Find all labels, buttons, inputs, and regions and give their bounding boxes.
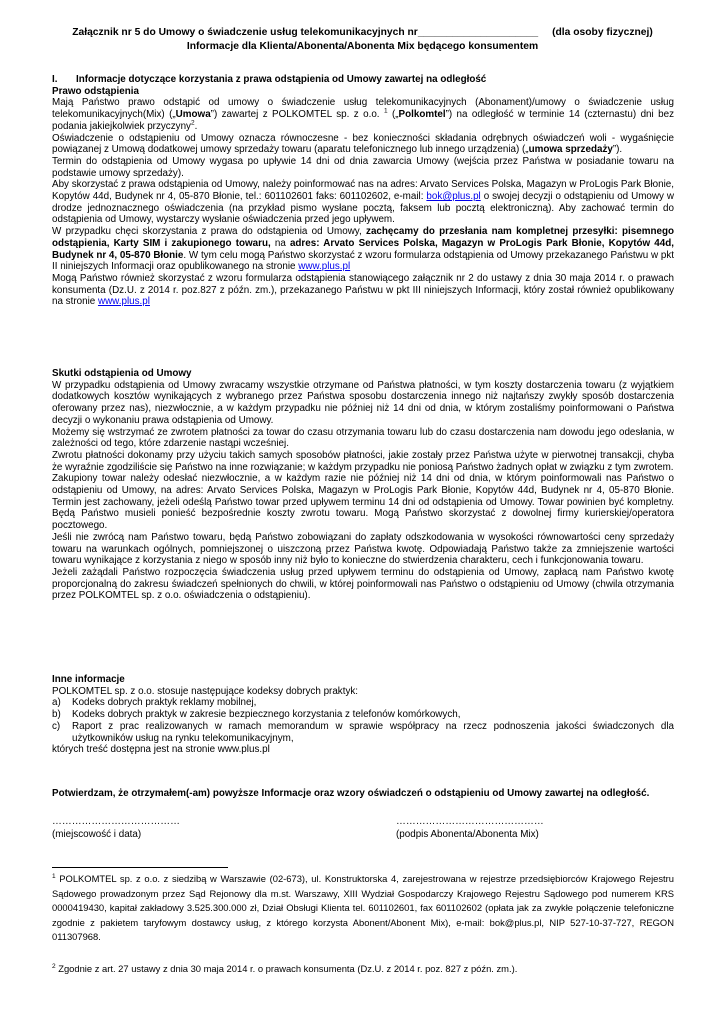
section-1-heading [52,74,674,86]
section-1-title: Informacje dotyczące korzystania z prawa odstąpienia od Umowy zawartej na odległość [76,74,487,85]
section-1-number: I. [52,74,58,85]
footnote-ref-1[interactable]: 1 [383,107,388,115]
subscriber-signature-label: (podpis Abonenta/Abonenta Mix) [396,829,539,840]
effects-paragraph-5: Jeśli nie zwrócą nam Państwo towaru, będą Państwo zobowiązani do zapłaty odszkodowania w wysokości równowartości ceny sprzedaży towaru na warunkach ogólnych, pomniejszonej o uiszczoną przez Państwa kwotę. Odpowiadają Państwo także za zmniejszenie wartości towaru wynikające z korzystania z niego w sposób inny niż było to konieczne do stwierdzenia charakteru, cech i funkcjonowania towaru. [52,531,674,567]
paragraph-shipment: W przypadku chęci skorzystania z prawa do odstąpienia od Umowy, zachęcamy do przesłania nam kompletnej przesyłki: pisemnego odstąpienia, Karty SIM i zakupionego towaru, na adres: Arvato Services Polska, Magazyn w ProLogis Park Błonie, Kopytów 44d, Budynek nr 4, 05-870 Błonie. W tym celu mogą Państwo skorzystać z wzoru formularza odstąpienia od Umowy przekazanego Państwu w pkt II niniejszych Informacji oraz opublikowanego na stronie www.plus.pl [52,226,675,273]
plus-website-link-2[interactable]: www.plus.pl [97,296,150,308]
prawo-odstapienia-heading: Prawo odstąpienia [52,85,139,97]
effects-paragraph-1: W przypadku odstąpienia od Umowy zwracamy wszystkie otrzymane od Państwa płatności, w tym koszty dostarczenia towaru (z wyjątkiem dodatkowych kosztów wynikających z wybranego przez Państwa sposobu dostarczenia innego niż najtańszy zwykły sposób dostarczenia oferowany przez nas), niezwłocznie, a w każdym przypadku nie później niż 14 dni od dnia, w którym zostaliśmy poinformowani o Państwa decyzji o wykonaniu prawa odstąpienia od Umowy. [52,379,674,426]
list-item: a) Kodeks dobrych praktyk reklamy mobilnej, [52,697,257,709]
place-date-label: (miejscowość i data) [52,829,142,840]
effects-heading: Skutki odstąpienia od Umowy [52,368,192,379]
footnote-divider [52,867,228,868]
footnote-2: $^2$ Zgodnie z art. 27 ustawy z dnia 30 maja 2014 r. o prawach konsumenta (Dz.U. z 2014 r. poz. 827 z późn. zm.). [52,962,518,974]
paragraph-deadline: Termin do odstąpienia od Umowy wygasa po upływie 14 dni od dnia zawarcia Umowy (wejścia przez Państwa w posiadanie towaru na podstawie umowy sprzedaży). [52,155,674,179]
place-date-signature-line[interactable]: ………………………………… [52,816,180,827]
paragraph-statutory-form: Mogą Państwo również skorzystać z wzoru formularza odstąpienia stanowiącego załącznik nr 2 do ustawy z dnia 30 maja 2014 r. o prawach konsumenta (Dz.U. z 2014 r. poz.827 z późn. zm.), przekazanego Państwu w pkt III niniejszych Informacji, który został również opublikowany na stronie www.plus.pl [52,272,674,308]
paragraph-sales-agreement: Oświadczenie o odstąpieniu od Umowy oznacza równoczesne - bez konieczności składania odrębnych oświadczeń woli - wygaśnięcie powiązanej z Umową dodatkowej umowy sprzedaży towaru (aparatu telefonicznego lub innego urządzenia) („umowa sprzedaży”). [52,132,674,156]
header-line-2: Informacje dla Klienta/Abonenta/Abonenta Mix będącego konsumentem [186,41,539,52]
codes-outro: których treść dostępna jest na stronie www.plus.pl [52,744,270,756]
paragraph-right-of-withdrawal: Mają Państwo prawo odstąpić od umowy o świadczenie usług telekomunikacyjnych (Abonament)/umowy o świadczenie usług telekomunikacyjnych(Mix) („Umowa”) zawartej z POLKOMTEL sp. z o.o. $^1$ („Polkomtel”) na odległość w terminie 14 (czternastu) dni bez podania jakiejkolwiek przyczyny$^2$. [52,97,674,132]
header-annex-title: Załącznik nr 5 do Umowy o świadczenie usług telekomunikacyjnych nr_____________________ [72,27,539,38]
effects-paragraph-2: Możemy się wstrzymać ze zwrotem płatności za towar do czasu otrzymania towaru lub do czasu dostarczenia nam dowodu jego odesłania, w zależności od tego, które zdarzenie nastąpi wcześniej. [52,426,674,450]
effects-paragraph-3: Zwrotu płatności dokonamy przy użyciu takich samych sposobów płatności, jakie zostały przez Państwa użyte w pierwotnej transakcji, chyba że wyraźnie zgodziliście się Państwo na inne rozwiązanie; w każdym przypadku nie poniosą Państwo żadnych opłat w związku z tym zwrotem. [52,449,674,473]
footnote-1: $^1$ POLKOMTEL sp. z o.o. z siedzibą w Warszawie (02-673), ul. Konstruktorska 4, zarejestrowana w rejestrze przedsiębiorców Krajowego Rejestru Sądowego prowadzonym przez Sąd Rejonowy dla m.st. Warszawy, XIII Wydział Gospodarczy Krajowego Rejestru Sądowego pod numerem KRS 0000419430, kapitał zakładowy 3.525.300.000 zł, Dział Obsługi Klienta tel. 601102601, fax 601102602 (opłata jak za zwykłe połączenie telefoniczne zgodnie z pakietem taryfowym dostawcy usług, z którego korzysta Abonent/Abonent Mix), e-mail: bok@plus.pl, NIP 527-10-37-727, REGON 011307968. [52,872,674,943]
header-line-1 [0,27,725,39]
email-link[interactable]: bok@plus.pl [426,191,481,203]
effects-paragraph-4: Zakupiony towar należy odesłać niezwłocznie, a w każdym razie nie później niż 14 dni od dnia, w którym poinformowali nas Państwo o odstąpieniu od Umowy, na adres: Arvato Services Polska, Magazyn w ProLogis Park Błonie, Kopytów 44d, Budynek nr 4, 05-870 Błonie. Termin jest zachowany, jeżeli odeślą Państwo towar przed upływem terminu 14 dni od odstąpienia od Umowy. Towar powinien być kompletny. Będą Państwo musieli ponieść bezpośrednie koszty zwrotu towaru. Mogą Państwo skorzystać z dowolnej firmy kurierskiej/operatora pocztowego. [52,473,674,532]
list-item: c) Raport z prac realizowanych w ramach memorandum w sprawie współpracy na rzecz podnoszenia jakości świadczonych dla użytkowników usług na rynku telekomunikacyjnym, [52,720,674,744]
list-item: b) Kodeks dobrych praktyk w zakresie bezpiecznego korzystania z telefonów komórkowych, [52,709,461,721]
section-1 [52,74,674,308]
effects-paragraph-6: Jeżeli zażądali Państwo rozpoczęcia świadczenia usług przed upływem terminu do odstąpienia od Umowy, zapłacą nam Państwo kwotę proporcjonalną do zakresu świadczeń spełnionych do chwili, w której poinformowali nas Państwo o odstąpieniu od Umowy (chwila otrzymania przez POLKOMTEL sp. z o.o. oświadczenia o odstąpieniu). [52,566,674,602]
paragraph-how-to-withdraw: Aby skorzystać z prawa odstąpienia od Umowy, należy poinformować nas na adres: Arvato Services Polska, Magazyn w ProLogis Park Błonie, Kopytów 44d, Budynek nr 4, 05-870 Błonie, tel.: 601102601 faks: 601102602, e-mail: bok@plus.pl o swojej decyzji o odstąpieniu od Umowy w drodze jednoznacznego oświadczenia (na przykład pismo wysłane pocztą, faksem lub pocztą elektroniczną). Aby zachować termin do odstąpienia od Umowy, wystarczy wysłanie oświadczenia przed jego upływem. [52,179,674,226]
footnote-ref-2[interactable]: 2 [190,119,195,127]
section-other-info [52,674,674,756]
other-info-heading: Inne informacje [52,674,125,685]
codes-intro: POLKOMTEL sp. z o.o. stosuje następujące kodeksy dobrych praktyk: [52,685,359,697]
plus-website-link-1[interactable]: www.plus.pl [298,261,351,273]
subscriber-signature-line[interactable]: ……………………………………… [396,816,544,827]
header-person-type: (dla osoby fizycznej) [552,27,653,38]
codes-list [52,697,674,744]
confirmation-statement: Potwierdzam, że otrzymałem(-am) powyższe Informacje oraz wzory oświadczeń o odstąpieniu od Umowy zawartej na odległość. [52,788,650,799]
section-effects [52,368,674,602]
